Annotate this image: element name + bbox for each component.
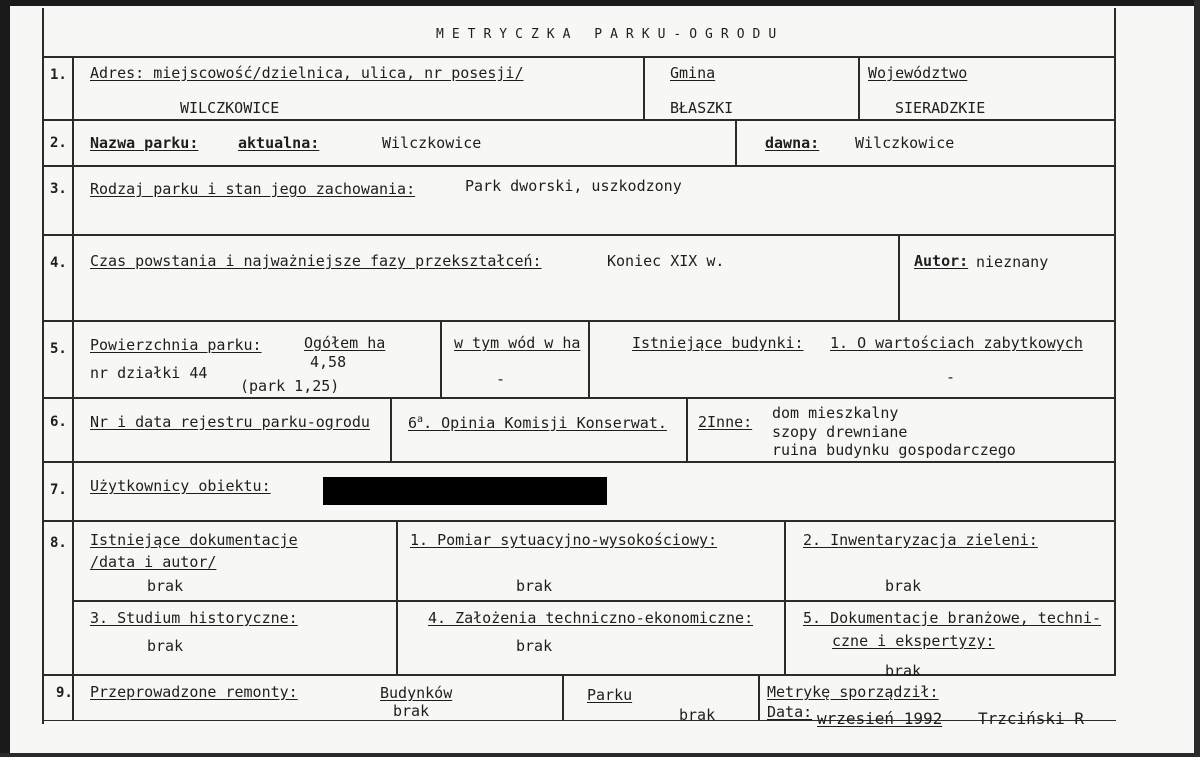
water-area-value: -	[496, 370, 506, 388]
creation-period-label: Czas powstania i najważniejsze fazy przekształceń:	[90, 252, 542, 270]
repairs-park-value: brak	[679, 706, 716, 724]
row-number-8: 8.	[50, 535, 67, 551]
park-type-value: Park dworski, uszkodzony	[465, 177, 682, 195]
current-name-value: Wilczkowice	[382, 134, 482, 152]
other-building-2: szopy drewniane	[772, 423, 908, 441]
buildings-label: Istniejące budynki:	[632, 334, 804, 352]
scan-edge-right	[1194, 0, 1200, 757]
row-number-1: 1.	[50, 67, 67, 83]
row-number-5: 5.	[50, 341, 67, 357]
creation-period-value: Koniec XIX w.	[607, 252, 725, 270]
scan-edge-bottom	[0, 753, 1200, 757]
greenery-inventory-label: 2. Inwentaryzacja zieleni:	[803, 531, 1038, 549]
row-number-9: 9.	[56, 685, 73, 701]
row-number-6: 6.	[50, 414, 67, 430]
voivodeship-label: Województwo	[868, 64, 968, 82]
former-name-value: Wilczkowice	[855, 134, 955, 152]
date-value: wrzesień 1992	[817, 709, 943, 728]
other-building-3: ruina budynku gospodarczego	[772, 441, 1016, 459]
repairs-park-label: Parku	[587, 686, 633, 704]
gmina-value: BŁASZKI	[670, 99, 734, 117]
repairs-buildings-label: Budynków	[380, 684, 453, 702]
scan-edge-left	[0, 0, 10, 757]
former-name-label: dawna:	[765, 134, 820, 152]
existing-docs-label: Istniejące dokumentacje	[90, 531, 298, 549]
branch-docs-label: 5. Dokumentacje branżowe, techni-	[803, 609, 1102, 627]
row-number-7: 7.	[50, 482, 67, 498]
area-label: Powierzchnia parku:	[90, 336, 262, 354]
address-value: WILCZKOWICE	[180, 99, 280, 117]
existing-docs-value: brak	[147, 577, 184, 595]
redaction-block	[323, 477, 607, 505]
repairs-buildings-value: brak	[393, 702, 430, 720]
survey-value: brak	[516, 577, 553, 595]
survey-label: 1. Pomiar sytuacyjno-wysokościowy:	[410, 531, 718, 549]
branch-docs-value: brak	[885, 662, 922, 680]
prepared-by-label: Metrykę sporządził:	[767, 683, 939, 701]
date-label: Data:	[767, 703, 813, 721]
author-label: Autor:	[914, 252, 969, 270]
row-number-4: 4.	[50, 255, 67, 271]
other-building-1: dom mieszkalny	[772, 404, 899, 422]
greenery-inventory-value: brak	[885, 577, 922, 595]
row-number-2: 2.	[50, 135, 67, 151]
prepared-by-value: Trzciński R	[978, 709, 1084, 728]
other-buildings-label: 2Inne:	[698, 413, 753, 431]
historical-study-label: 3. Studium historyczne:	[90, 609, 298, 627]
park-area-value: (park 1,25)	[240, 377, 340, 395]
park-type-label: Rodzaj parku i stan jego zachowania:	[90, 180, 416, 198]
historic-buildings-label: 1. O wartościach zabytkowych	[830, 334, 1083, 352]
technical-assumptions-value: brak	[516, 637, 553, 655]
branch-docs-sublabel: czne i ekspertyzy:	[832, 632, 995, 650]
current-name-label: aktualna:	[238, 134, 320, 152]
technical-assumptions-label: 4. Założenia techniczno-ekonomiczne:	[428, 609, 754, 627]
total-area-value: 4,58	[310, 353, 347, 371]
address-label: Adres: miejscowość/dzielnica, ulica, nr posesji/	[90, 64, 524, 82]
park-name-label: Nazwa parku:	[90, 134, 199, 152]
row-number-3: 3.	[50, 181, 67, 197]
author-value: nieznany	[976, 253, 1049, 271]
gmina-label: Gmina	[670, 64, 716, 82]
conservation-opinion-label: 6$^a$. Opinia Komisji Konserwat.	[408, 414, 667, 432]
scan-edge-top	[0, 0, 1200, 6]
page-title: METRYCZKA PARKU-OGRODU	[436, 27, 785, 42]
voivodeship-value: SIERADZKIE	[895, 99, 986, 117]
plot-number: nr działki 44	[90, 364, 208, 382]
historical-study-value: brak	[147, 637, 184, 655]
users-label: Użytkownicy obiektu:	[90, 477, 271, 495]
repairs-label: Przeprowadzone remonty:	[90, 683, 298, 701]
register-label: Nr i data rejestru parku-ogrodu	[90, 413, 370, 431]
total-area-label: Ogółem ha	[304, 334, 386, 352]
historic-buildings-value: -	[946, 368, 956, 386]
existing-docs-sublabel: /data i autor/	[90, 553, 217, 571]
water-area-label: w tym wód w ha	[454, 334, 581, 352]
